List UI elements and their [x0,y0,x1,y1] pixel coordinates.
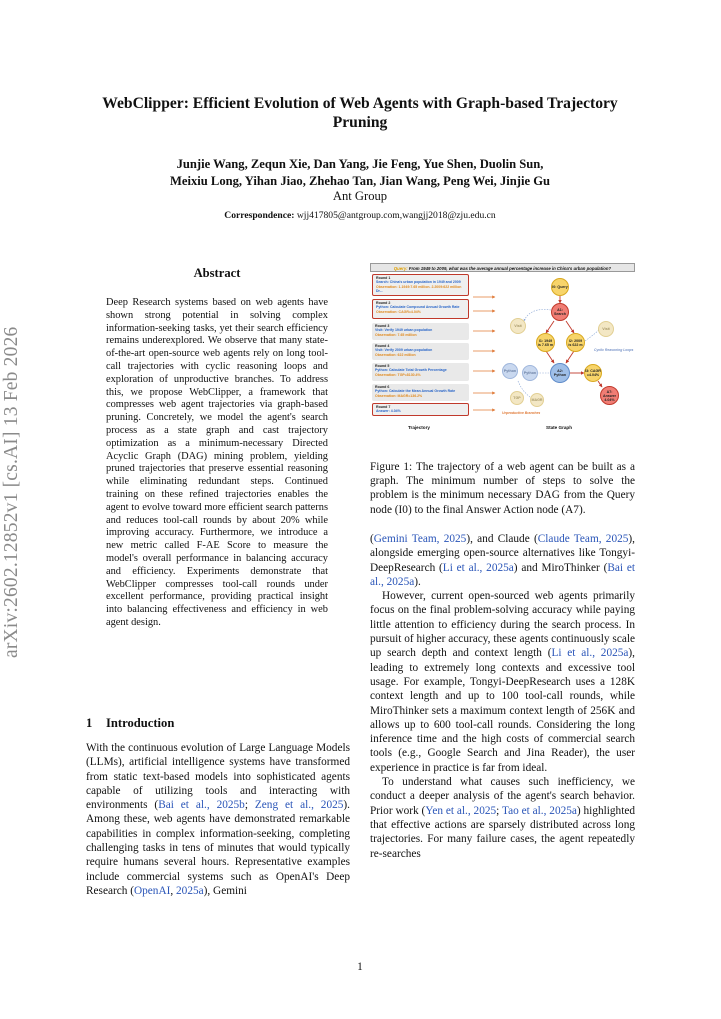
cyclic-loops-label: Cyclic Reasoning Loops [594,348,634,352]
round-title: Round 3 [375,324,390,328]
citation-link[interactable]: OpenAI [133,884,171,897]
paragraph-text: ; [244,799,255,812]
author-list [80,156,640,189]
citation-link[interactable]: Gemini Team, 2025 [373,533,467,545]
citation-link[interactable]: Tao et al., 2025a [501,804,577,817]
abstract-text: Deep Research systems based on web agents have shown strong potential in solving complex information-seeking tasks, yet their search efficiency remains underexplored. We observe that many state-of-the-art open-source web agents rely on long tool-call trajectories with cyclic reasoning loops and exploration of unproductive branches. To address this, we propose WebClipper, a framework that compresses web agent trajectories via graph-based pruning. Concretely, we model the agent's search process as a state graph and cast trajectory optimization as a minimum-necessary Directed Acyclic Graph (DAG) mining problem, yielding pruned trajectories that preserve essential reasoning while eliminating redundant steps. Continued training on these refined trajectories enables the agent to evolve toward more efficient search patterns and reduces tool-call rounds by about 20% while improving accuracy. Furthermore, we introduce a new metric called F-AE Score to measure the model's overall performance in balancing accuracy and efficiency. Experiments demonstrate that WebClipper compresses tool-call rounds under excellent performance, providing practical insight into balancing effectiveness and efficiency in web agent design. [106,297,328,628]
paragraph-text: , [170,884,177,897]
round-line: Observation: 1.1949:7.65 million. 2.2009:622 million [376,284,462,289]
citation-link[interactable]: Bai et al., 2025a [370,561,635,588]
right-paragraph-3 [370,775,635,861]
node-visit-1: Visit [510,318,526,334]
right-column [370,532,635,861]
node-python-5: Python [502,363,518,379]
citation-link[interactable]: 2025a [176,884,204,897]
paragraph-text: ), and Claude ( [466,533,538,545]
author-line-1: Junjie Wang, Zequn Xie, Dan Yang, Jie Feng, Yue Shen, Duolin Sun, [176,157,544,171]
round-line: Visit: Verify 2009 urban population [375,348,433,353]
node-2009: I2: 2009 is 622 m [566,333,585,352]
node-query: I0: Query [551,278,569,296]
section-heading-introduction [86,716,346,731]
abstract-heading: Abstract [193,266,241,280]
round-title: Round 7 [376,405,391,409]
citation-link[interactable]: Zeng et al., 2025 [254,799,344,812]
round-line: Observation: MAGR=136.2% [375,393,423,398]
citation-link[interactable]: Li et al., 2025a [551,647,629,660]
citation-link[interactable]: Bai et al., 2025b [158,799,245,812]
node-search: A1: Search [551,303,569,321]
paragraph-text: ( [370,533,374,545]
arxiv-identifier: arXiv:2602.12852v1 [cs.AI] 13 Feb 2026 [1,326,22,658]
round-line: Visit: Verify 1949 urban population [375,328,433,333]
unproductive-branches-label: Unproductive Branches [502,411,541,415]
right-paragraph-1 [370,532,635,589]
query-label: Query: [393,266,408,271]
affiliation: Ant Group [332,189,388,203]
correspondence-label: Correspondence: [224,210,295,221]
page-number: 1 [357,961,363,973]
node-python: A2: Python [550,363,570,383]
trajectory-label: Trajectory [408,425,430,430]
paragraph-text: ), leading to extremely long contexts and excessive tool usage. For example, Tongyi-DeepResearch uses a 128K context length and up to 100 tool-call rounds, while MiroThinker sets a maximum context length of 256K and allows up to 600 tool-call rounds. Considering the long inference time and the high costs of commercial search tools (e.g., Google Search and Jina Reader), the user experience in practice is far from ideal. [370,647,635,774]
round-line: Answer: 4.04% [376,409,401,414]
node-tgp: TGP [510,391,524,405]
paper-title: WebClipper: Efficient Evolution of Web Agents with Graph-based Trajectory Pruning [102,95,618,131]
intro-paragraph-1 [86,741,350,898]
round-line: Observation: TGP=8130.4% [375,372,421,377]
round-title: Round 1 [376,276,391,280]
paragraph-text: With the continuous evolution of Large Language Models (LLMs), artificial intelligence systems have transformed from static text-based models into sophisticated agents capable of utilizing tools and interacting with environments ( [86,742,350,812]
round-line: Python: Calculate Total Growth Percentage [375,368,447,373]
node-answer: A7: Answer 4.04% [600,386,619,405]
paragraph-text: ) and MiroThinker ( [513,561,608,574]
round-line: Observation: 7.65 million [375,332,417,337]
paragraph-text: ), Gemini [203,884,247,897]
citation-link[interactable]: Li et al., 2025a [442,561,514,574]
round-line: Dr... [376,288,383,293]
paragraph-text: ). Among these, web agents have demonstrated remarkable capabilities in complex information-seeking, completing challenging tasks in tens of minutes that would typically require humans several hours. Representative examples include commercial systems such as OpenAI's Deep Research ( [86,799,350,897]
left-column [86,741,350,898]
author-line-2: Meixiu Long, Yihan Jiao, Zhehao Tan, Jian Wang, Peng Wei, Jinjie Gu [170,173,550,188]
round-line: Observation: 622 million [375,352,416,357]
correspondence [80,210,640,221]
node-visit-2: Visit [598,321,614,337]
citation-link[interactable]: Claude Team, 2025 [537,533,629,545]
round-line: Python: Calculate the Mean Annual Growth Rate [375,389,456,394]
round-title: Round 4 [375,344,390,348]
query-text: From 1949 to 2009, what was the average annual percentage increase in China's urban population? [408,266,612,271]
paragraph-text: However, current open-sourced web agents primarily focus on the final problem-solving accuracy while paying little attention to efficiency during the search process. In pursuit of higher accuracy, these agents continuously scale up search depth and context length ( [370,590,635,660]
round-line: Search: China's urban population in 1949 and 2009 [376,280,461,285]
paragraph-text: ). [414,575,421,588]
paragraph-text: ), alongside emerging open-source alternatives like Tongyi-DeepResearch ( [370,533,635,574]
round-title: Round 5 [375,364,390,368]
paragraph-text: ; [496,804,502,817]
node-magr: MAGR [530,393,544,407]
right-paragraph-2 [370,589,635,775]
node-cagr: I3: CAGR =4.04% [584,364,602,382]
paragraph-text: ) highlighted that effective actions are sparsely distributed across long trajectories. For many failure cases, the agent repeatedly re-searches [370,804,635,860]
section-title: Introduction [106,716,175,730]
round-line: Python: Calculate Compound Annual Growth Rate [376,305,460,310]
correspondence-emails[interactable]: wjj417805@antgroup.com,wangjj2018@zju.edu.cn [296,210,496,221]
figure-1 [370,263,635,433]
citation-link[interactable]: Yen et al., 2025 [425,804,497,817]
round-title: Round 6 [375,385,390,389]
section-number: 1 [86,716,93,730]
node-1949: I1: 1949 is 7.65 m [536,333,555,352]
round-title: Round 2 [376,301,391,305]
round-line: Observation: CAGR=4.04% [376,309,421,314]
paragraph-text: To understand what causes such inefficiency, we conduct a deeper analysis of the agent's search behavior. Prior work ( [370,776,635,817]
node-python-6: Python [522,365,538,381]
state-graph-label: State Graph [546,425,573,430]
figure-caption: Figure 1: The trajectory of a web agent can be built as a graph. The minimum number of steps to solve the problem is the minimum necessary DAG from the Query node (I0) to the final Answer Action node (A7). [370,461,635,516]
